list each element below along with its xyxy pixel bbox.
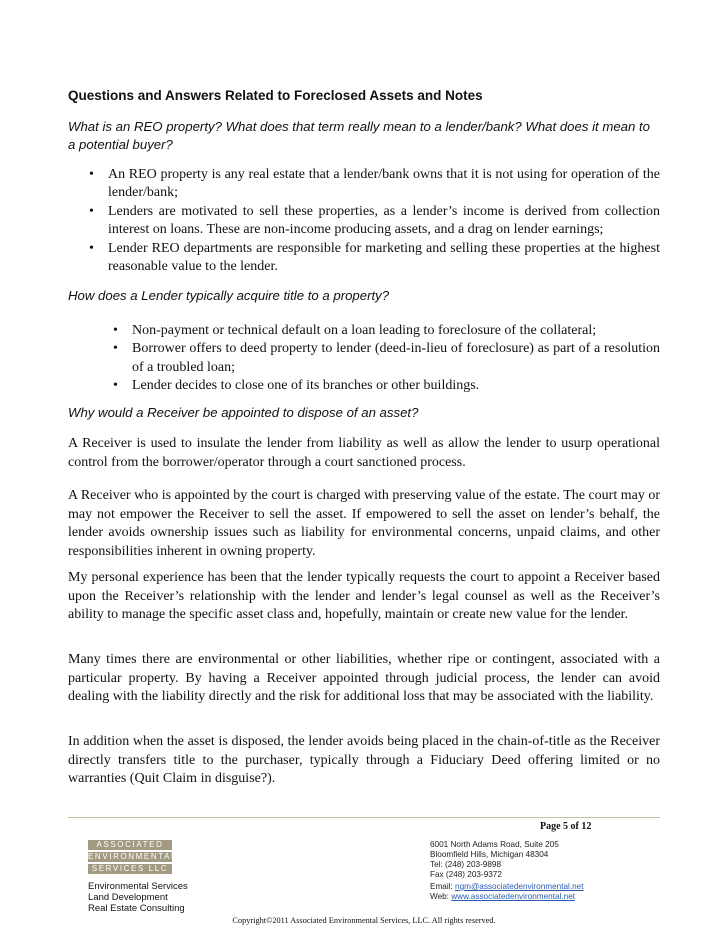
paragraph: A Receiver who is appointed by the court is charged with preserving value of the estate. The court may or may not empower the Receiver to sell the asset. If empowered to sell the asset on lender’s behalf, the lender avoids ownership issues such as liability for environmental concerns, unpaid claims, and other responsibilities inherent in owning property. (68, 488, 660, 559)
footer-divider (68, 817, 660, 818)
paragraph: My personal experience has been that the lender typically requests the court to appoint a Receiver based upon the Receiver’s relationship with the lender and lender’s legal counsel as well as the Receiver’s ability to manage the specific asset class and, hopefully, maintain or create new value for the lender. (68, 570, 660, 622)
list-item: • Non-payment or technical default on a loan leading to foreclosure of the collateral; (110, 322, 660, 340)
question-acquire-title: How does a Lender typically acquire title to a property? (68, 288, 390, 303)
service-item: Land Development (88, 892, 168, 903)
bullet-icon: • (113, 323, 118, 338)
web-label: Web: (430, 892, 449, 901)
paragraph: A Receiver is used to insulate the lender from liability as well as allow the lender to usurp operational control from the borrower/operator through a court sanctioned process. (68, 436, 660, 470)
document-title: Questions and Answers Related to Foreclosed Assets and Notes (68, 88, 483, 103)
page-number: Page 5 of 12 (540, 821, 592, 832)
contact-info (430, 882, 584, 902)
bullet-icon: • (113, 341, 118, 357)
question-receiver: Why would a Receiver be appointed to dispose of an asset? (68, 405, 419, 420)
question-reo: What is an REO property? What does that term really mean to a lender/bank? What does it mean to a potential buyer? (68, 119, 651, 152)
services-list (88, 881, 188, 914)
service-item: Environmental Services (88, 881, 188, 892)
phone-line: Tel: (248) 203-9898 (430, 860, 502, 869)
email-label: Email: (430, 882, 453, 891)
address-line: 6001 North Adams Road, Suite 205 (430, 840, 559, 849)
list-item: • An REO property is any real estate that a lender/bank owns that it is not using for operation of the lender/bank; (89, 167, 660, 201)
list-item: • Lenders are motivated to sell these properties, as a lender’s income is derived from collection interest on loans. These are non-income producing assets, and a drag on lender earnings; (89, 203, 660, 238)
logo-line: ENVIRONMENTAL (88, 852, 178, 861)
service-item: Real Estate Consulting (88, 903, 185, 914)
company-address (430, 840, 559, 880)
logo-line: SERVICES LLC (88, 864, 172, 874)
list-item: • Lender REO departments are responsible for marketing and selling these properties at the highest reasonable value to the lender. (89, 240, 660, 275)
email-line (430, 882, 584, 892)
website-link[interactable]: www.associatedenvironmental.net (451, 892, 576, 901)
fax-line: Fax (248) 203-9372 (430, 870, 502, 879)
email-link[interactable]: ngm@associatedenvironmental.net (455, 882, 584, 891)
list-item: • Lender decides to close one of its branches or other buildings. (110, 377, 660, 395)
bullet-icon: • (89, 240, 94, 256)
bullet-icon: • (89, 203, 94, 219)
address-line: Bloomfield Hills, Michigan 48304 (430, 850, 549, 859)
paragraph: In addition when the asset is disposed, the lender avoids being placed in the chain-of-title as the Receiver directly transfers title to the purchaser, typically through a Fiduciary Deed offering limited or no warranties (Quit Claim in disguise?). (68, 734, 660, 786)
web-line (430, 892, 584, 902)
bullet-icon: • (113, 378, 118, 394)
list-item: • Borrower offers to deed property to lender (deed-in-lieu of foreclosure) as part of a resolution of a troubled loan; (113, 341, 660, 375)
copyright-notice: Copyright©2011 Associated Environmental Services, LLC. All rights reserved. (232, 916, 496, 925)
bullet-icon: • (89, 167, 94, 182)
reo-bullet-list (86, 166, 660, 276)
acquire-bullet-list (110, 322, 660, 396)
company-logo (88, 840, 178, 876)
logo-line: ASSOCIATED (88, 840, 172, 850)
paragraph: Many times there are environmental or other liabilities, whether ripe or contingent, associated with a particular property. By having a Receiver appointed through judicial process, the lender can avoid dealing with the liability directly and the risk for additional loss that may be associated with the liability. (68, 652, 660, 704)
